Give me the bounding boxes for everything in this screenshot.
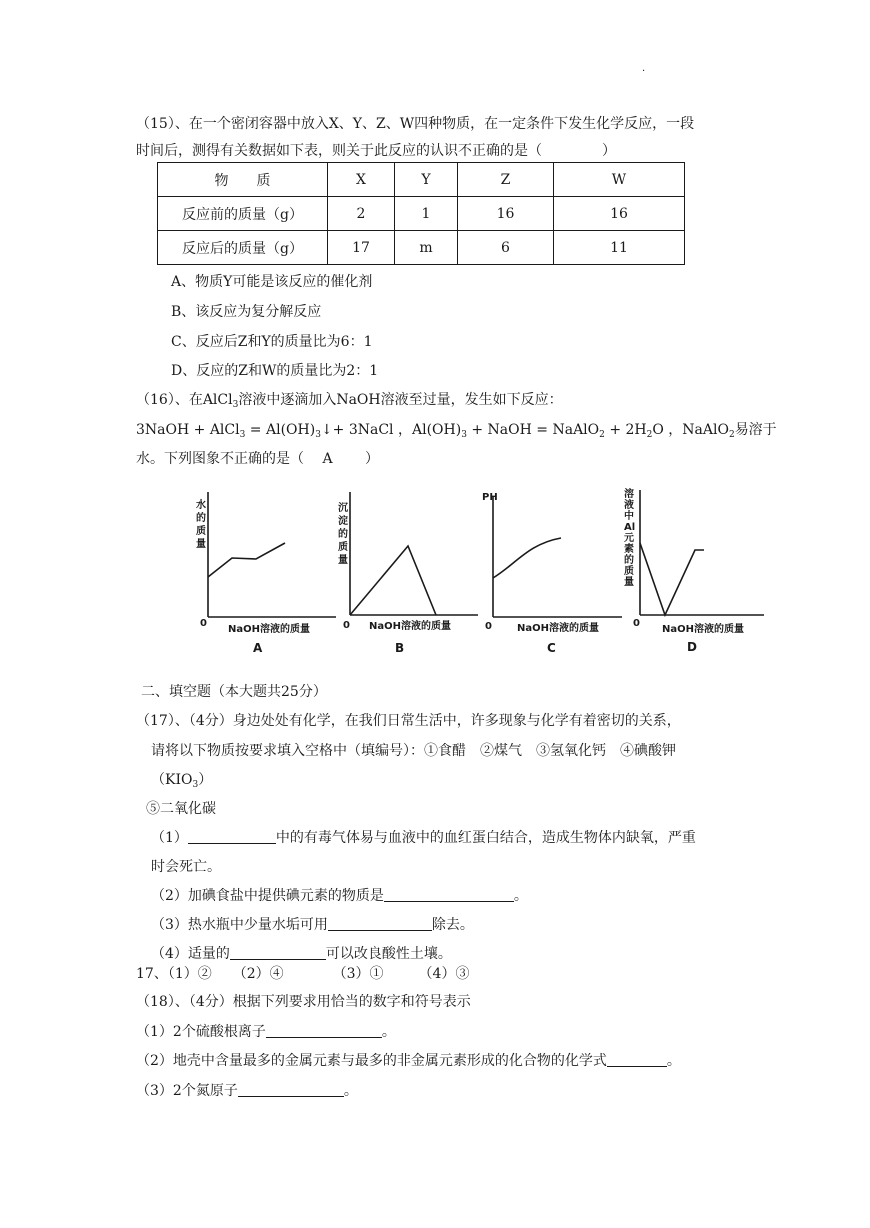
q17-line4: ⑤二氧化碳 [146, 801, 216, 817]
answer-blank[interactable] [328, 915, 432, 931]
y-label-char: 的 [624, 555, 634, 566]
graph-letter: B [395, 641, 405, 655]
origin-label: 0 [633, 618, 640, 629]
q15-option-b: B、该反应为复分解反应 [171, 304, 322, 320]
origin-label: 0 [485, 621, 492, 632]
graph-d [618, 482, 768, 657]
table-row [158, 163, 685, 197]
table-header-cell: W [554, 163, 685, 197]
table-row [158, 231, 685, 265]
section-2-heading: 二、填空题（本大题共25分） [141, 684, 327, 700]
q15-line2-end: ） [602, 143, 616, 159]
graph-letter: C [547, 641, 556, 655]
graph-b-curve [350, 546, 436, 615]
q17-line3-sub: 3 [192, 780, 199, 790]
q16-equation [136, 420, 777, 440]
eq-sub: 2 [646, 430, 653, 440]
x-label: NaOH溶液的质量 [228, 624, 310, 635]
eq-part: O ，NaAlO [652, 422, 729, 438]
y-label-char: 量 [338, 555, 348, 566]
q16-line1 [136, 390, 563, 410]
q17-sub4-a: （4）适量的 [151, 946, 230, 962]
y-label: PH [482, 492, 498, 503]
graph-d-curve [640, 543, 704, 615]
y-label-char: 液 [624, 500, 634, 511]
eq-part: + NaOH = NaAlO [466, 422, 600, 438]
table-cell: 反应后的质量（g） [158, 231, 328, 265]
q17-sub4-b: 可以改良酸性土壤。 [325, 946, 452, 962]
graph-letter: A [253, 641, 263, 655]
q17-line3-a: （KIO [151, 772, 193, 788]
table-cell: 17 [328, 231, 395, 265]
y-label-char: 质 [196, 526, 206, 537]
graph-b-svg [332, 482, 482, 657]
eq-part: 3NaOH + AlCl [136, 422, 240, 438]
q17-sub3-a: （3）热水瓶中少量水垢可用 [151, 917, 328, 933]
q17-line1: （17）、（4分）身边处处有化学，在我们日常生活中，许多现象与化学有着密切的关系， [136, 713, 681, 729]
table-row [158, 197, 685, 231]
table-cell: m [395, 231, 458, 265]
q17-sub2-b: 。 [513, 888, 528, 904]
q17-sub4 [151, 944, 452, 964]
q17-line2: 请将以下物质按要求填入空格中（填编号）：①食醋 ②煤气 ③氢氧化钙 ④碘酸钾 [151, 743, 676, 759]
q18-sub1-a: （1）2个硫酸根离子 [136, 1024, 266, 1040]
q18-sub2 [136, 1051, 681, 1071]
graph-a-svg [190, 482, 340, 657]
table-cell: 16 [458, 197, 554, 231]
graph-c [476, 482, 626, 657]
graph-b [332, 482, 482, 657]
q17-sub3 [151, 915, 474, 935]
q17-answer: 17、（1）② （2）④ （3）① （4）③ [136, 966, 470, 982]
y-label-char: 淀 [338, 516, 348, 527]
table-cell: 2 [328, 197, 395, 231]
y-label-char: 水 [196, 500, 206, 511]
corner-mark: · [642, 66, 646, 77]
answer-blank[interactable] [607, 1051, 667, 1067]
eq-part: 易溶于 [734, 422, 777, 438]
table-header-cell: Z [458, 163, 554, 197]
eq-sub: 3 [461, 430, 467, 440]
q16-line1-a: （16）、在AlCl [136, 392, 233, 408]
q16-line3: 水。下列图象不正确的是（ A ） [136, 451, 380, 467]
q18-sub1-b: 。 [381, 1024, 396, 1040]
graph-d-svg [618, 482, 768, 657]
q18-line1: （18）、（4分）根据下列要求用恰当的数字和符号表示 [136, 994, 471, 1010]
q15-option-a: A、物质Y可能是该反应的催化剂 [171, 274, 373, 290]
eq-part: = Al(OH) [245, 422, 316, 438]
eq-part: + 2H [604, 422, 647, 438]
y-label-char: 的 [338, 529, 348, 540]
q15-option-c: C、反应后Z和Y的质量比为6：1 [171, 334, 373, 350]
q15-option-d: D、反应的Z和W的质量比为2：1 [171, 363, 379, 379]
y-label-char: 质 [624, 566, 634, 577]
y-label-char: 质 [338, 542, 348, 553]
q17-sub1-b: 中的有毒气体易与血液中的血红蛋白结合，造成生物体内缺氧，严重 [275, 830, 696, 846]
table-header-cell: Y [395, 163, 458, 197]
graph-c-curve [493, 538, 561, 578]
q18-sub2-b: 。 [666, 1053, 681, 1069]
q18-sub3 [136, 1081, 358, 1101]
table-header-cell: X [328, 163, 395, 197]
q17-sub1-a: （1） [151, 830, 188, 846]
q15-line1: （15）、在一个密闭容器中放入X、Y、Z、W四种物质，在一定条件下发生化学反应，一段 [136, 116, 695, 132]
graph-a [190, 482, 340, 657]
y-label-char: Al [624, 522, 636, 533]
answer-blank[interactable] [238, 1081, 344, 1097]
y-label-char: 的 [196, 513, 206, 524]
y-label-char: 素 [624, 544, 634, 555]
table-cell: 11 [554, 231, 685, 265]
answer-blank[interactable] [188, 828, 276, 844]
q15-line2 [136, 141, 616, 161]
q17-sub1-cont: 时会死亡。 [151, 859, 221, 875]
graph-c-svg [476, 482, 626, 657]
answer-blank[interactable] [230, 944, 326, 960]
q18-sub3-a: （3）2个氮原子 [136, 1083, 238, 1099]
eq-sub: 2 [599, 430, 605, 440]
y-label-char: 量 [624, 577, 634, 588]
origin-label: 0 [343, 620, 350, 631]
q17-sub2-a: （2）加碘食盐中提供碘元素的物质是 [151, 888, 384, 904]
q18-sub3-b: 。 [343, 1083, 358, 1099]
eq-sub: 3 [315, 430, 321, 440]
y-label-char: 中 [624, 511, 634, 522]
q17-line3-b: ） [198, 772, 213, 788]
q17-sub1 [151, 828, 696, 848]
eq-sub: 2 [728, 430, 735, 440]
graph-letter: D [687, 640, 697, 654]
answer-blank[interactable] [266, 1022, 382, 1038]
q18-sub2-a: （2）地壳中含量最多的金属元素与最多的非金属元素形成的化合物的化学式 [136, 1053, 607, 1069]
table-cell: 反应前的质量（g） [158, 197, 328, 231]
origin-label: 0 [200, 618, 207, 629]
y-label-char: 量 [196, 539, 206, 550]
table-cell: 16 [554, 197, 685, 231]
q17-sub3-b: 除去。 [431, 917, 474, 933]
x-label: NaOH溶液的质量 [517, 623, 599, 634]
y-label-char: 溶 [624, 489, 634, 500]
q16-line1-sub: 3 [232, 400, 239, 410]
graph-a-curve [208, 543, 285, 577]
q18-sub1 [136, 1022, 396, 1042]
table-cell: 1 [395, 197, 458, 231]
y-label-char: 元 [624, 533, 634, 544]
eq-part: ↓+ 3NaCl ，Al(OH) [320, 422, 462, 438]
y-label-char: 沉 [338, 503, 348, 514]
table-cell: 6 [458, 231, 554, 265]
q15-data-table [157, 162, 685, 265]
q17-line3 [151, 770, 212, 790]
x-label: NaOH溶液的质量 [662, 624, 744, 635]
answer-blank[interactable] [384, 886, 514, 902]
q15-line2-text: 时间后，测得有关数据如下表，则关于此反应的认识不正确的是（ [136, 143, 542, 159]
table-header-cell: 物 质 [158, 163, 328, 197]
q16-line1-b: 溶液中逐滴加入NaOH溶液至过量，发生如下反应： [238, 392, 563, 408]
x-label: NaOH溶液的质量 [369, 621, 451, 632]
q17-sub2 [151, 886, 528, 906]
eq-sub: 3 [239, 430, 246, 440]
